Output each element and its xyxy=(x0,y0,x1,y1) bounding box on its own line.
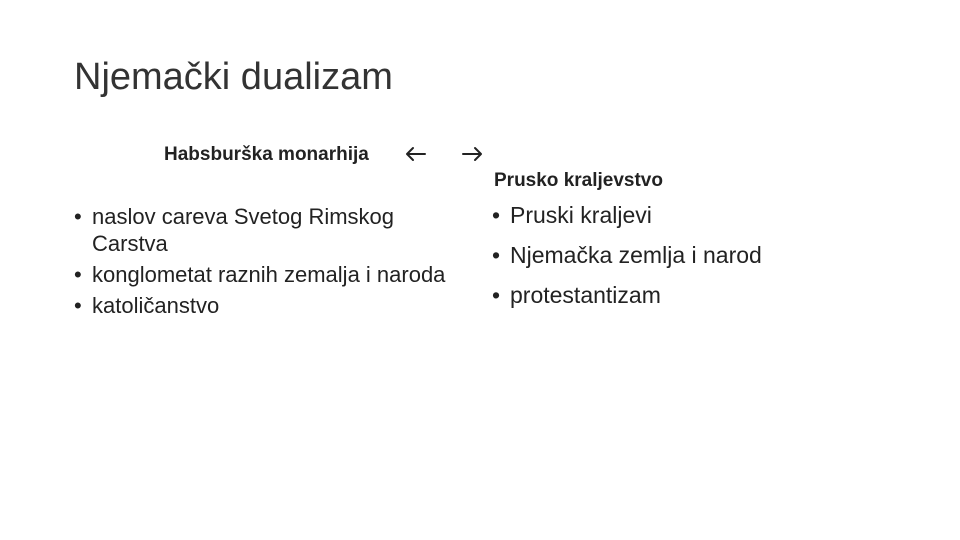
list-item-text: protestantizam xyxy=(510,282,661,308)
list-item xyxy=(492,280,932,310)
prussia-heading: Prusko kraljevstvo xyxy=(494,170,663,191)
bullet: • xyxy=(74,262,82,287)
habsburg-list xyxy=(74,203,454,323)
habsburg-heading: Habsburška monarhija xyxy=(164,144,369,165)
list-item-text: Pruski kraljevi xyxy=(510,202,652,228)
list-item xyxy=(492,240,932,270)
arrow-right-icon xyxy=(462,146,484,162)
bullet: • xyxy=(492,282,501,308)
bullet: • xyxy=(74,204,82,229)
list-item-text: katoličanstvo xyxy=(92,293,220,318)
list-item-text: konglometat raznih zemalja i naroda xyxy=(92,262,446,287)
list-item-text: Njemačka zemlja i narod xyxy=(510,242,762,268)
bullet: • xyxy=(492,242,501,268)
arrow-left-icon xyxy=(404,146,426,162)
slide-title: Njemački dualizam xyxy=(74,56,393,98)
list-item xyxy=(74,261,454,288)
prussia-list xyxy=(492,200,932,320)
list-item xyxy=(74,292,454,319)
list-item xyxy=(74,203,454,257)
list-item xyxy=(492,200,932,230)
bullet: • xyxy=(74,293,82,318)
bullet: • xyxy=(492,202,501,228)
list-item-text: naslov careva Svetog Rimskog Carstva xyxy=(92,204,395,256)
